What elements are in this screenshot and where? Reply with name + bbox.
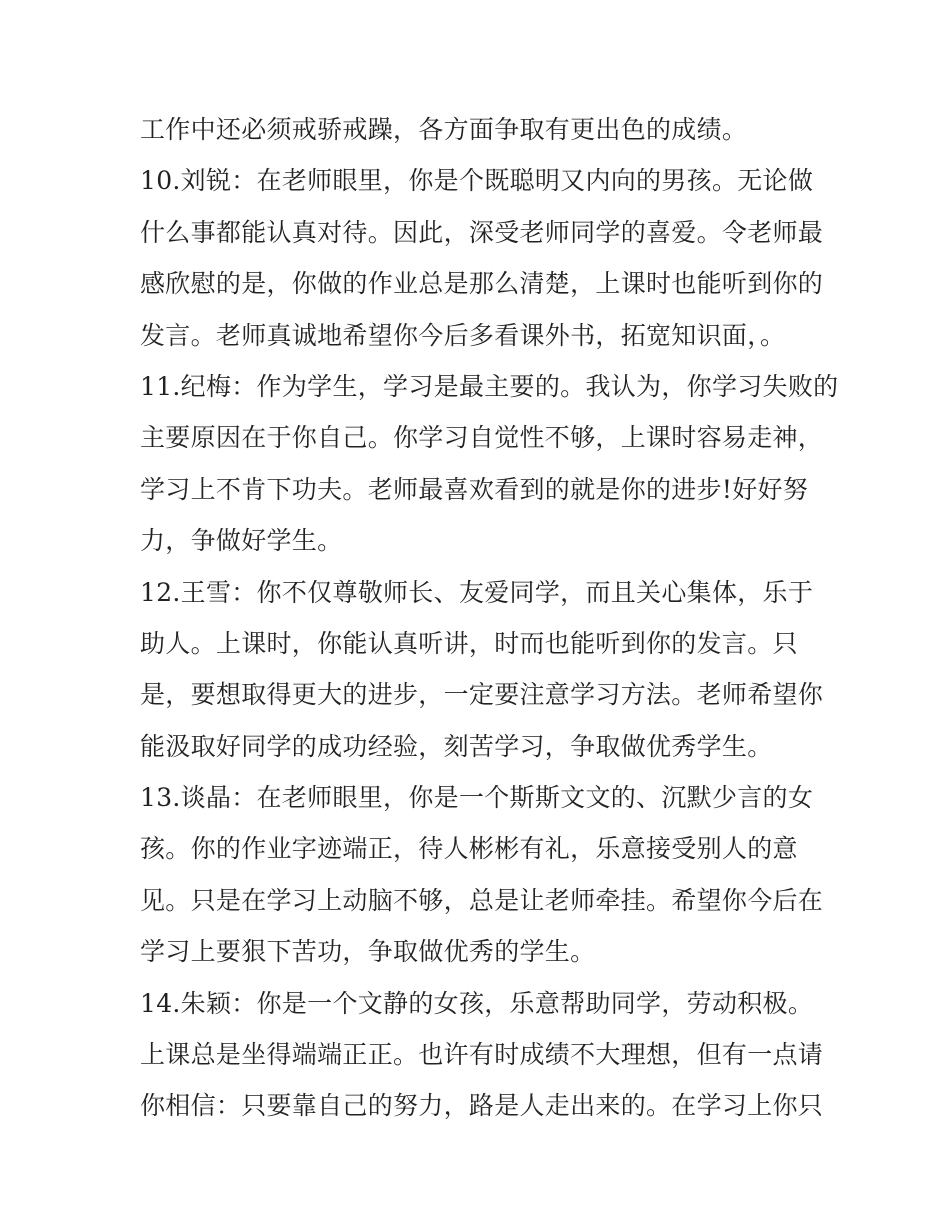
text-line: 14.朱颖：你是一个文静的女孩，乐意帮助同学，劳动积极。 — [140, 988, 814, 1018]
text-line: 助人。上课时，你能认真听讲，时而也能听到你的发言。只 — [140, 628, 798, 658]
text-line: 感欣慰的是，你做的作业总是那么清楚，上课时也能听到你的 — [140, 269, 824, 299]
text-line: 是，要想取得更大的进步，一定要注意学习方法。老师希望你 — [140, 680, 824, 710]
text-line: 上课总是坐得端端正正。也许有时成绩不大理想，但有一点请 — [140, 1040, 824, 1070]
text-line: 11.纪梅：作为学生，学习是最主要的。我认为，你学习失败的 — [140, 371, 839, 401]
text-line: 能汲取好同学的成功经验，刻苦学习，争取做优秀学生。 — [140, 731, 773, 761]
text-line: 见。只是在学习上动脑不够，总是让老师牵挂。希望你今后在 — [140, 885, 824, 915]
text-line: 发言。老师真诚地希望你今后多看课外书，拓宽知识面，。 — [140, 320, 786, 350]
text-line: 主要原因在于你自己。你学习自觉性不够，上课时容易走神， — [140, 423, 824, 453]
text-line: 孩。你的作业字迹端正，待人彬彬有礼，乐意接受别人的意 — [140, 834, 798, 864]
text-line: 10.刘锐：在老师眼里，你是个既聪明又内向的男孩。无论做 — [140, 166, 814, 196]
text-line: 力，争做好学生。 — [140, 526, 343, 556]
text-line: 12.王雪：你不仅尊敬师长、友爱同学，而且关心集体，乐于 — [140, 577, 814, 607]
text-line: 学习上不肯下功夫。老师最喜欢看到的就是你的进步!好好努 — [140, 474, 809, 504]
text-line: 工作中还必须戒骄戒躁，各方面争取有更出色的成绩。 — [140, 115, 748, 144]
document-body — [140, 104, 839, 1132]
text-line: 13.谈晶：在老师眼里，你是一个斯斯文文的、沉默少言的女 — [140, 783, 814, 813]
text-line: 学习上要狠下苦功，争取做优秀的学生。 — [140, 937, 596, 967]
text-line: 你相信：只要靠自己的努力，路是人走出来的。在学习上你只 — [140, 1091, 824, 1121]
text-line: 什么事都能认真对待。因此，深受老师同学的喜爱。令老师最 — [140, 217, 824, 247]
